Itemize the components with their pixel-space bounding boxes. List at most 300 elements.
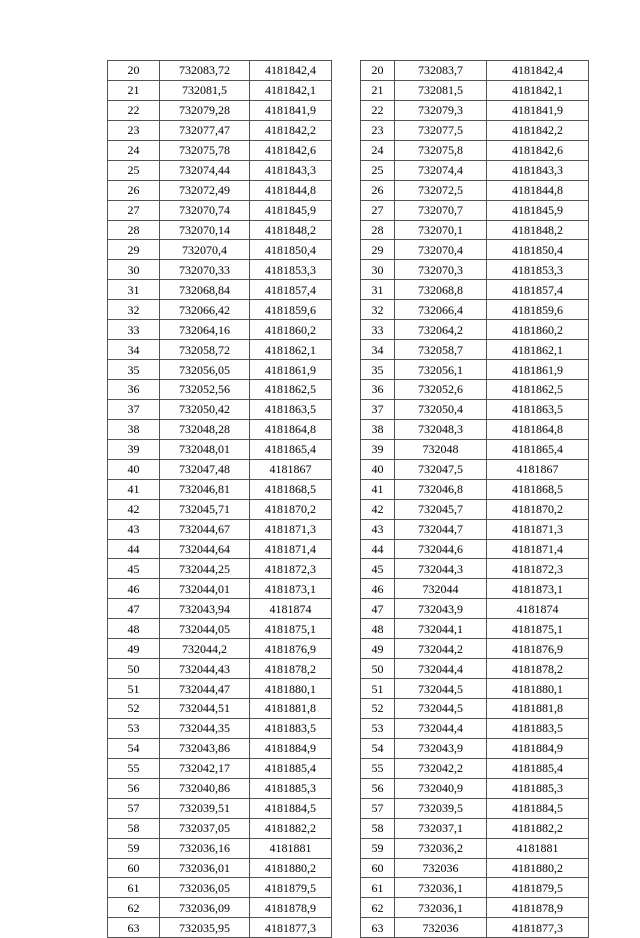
left-coordinate-table: [107, 60, 332, 938]
y-coordinate-cell: 4181878,9: [487, 898, 589, 918]
x-coordinate-cell: 732044,05: [160, 619, 250, 639]
x-coordinate-cell: 732070,33: [160, 260, 250, 280]
point-number-cell: 61: [361, 878, 395, 898]
point-number-cell: 57: [108, 798, 160, 818]
table-row: [361, 519, 589, 539]
point-number-cell: 25: [108, 160, 160, 180]
point-number-cell: 42: [108, 499, 160, 519]
y-coordinate-cell: 4181881,8: [487, 699, 589, 719]
point-number-cell: 53: [108, 718, 160, 738]
point-number-cell: 34: [361, 340, 395, 360]
y-coordinate-cell: 4181881: [487, 838, 589, 858]
y-coordinate-cell: 4181881,8: [250, 699, 332, 719]
point-number-cell: 52: [108, 699, 160, 719]
point-number-cell: 49: [361, 639, 395, 659]
table-row: [361, 200, 589, 220]
table-row: [108, 599, 332, 619]
table-row: [361, 120, 589, 140]
x-coordinate-cell: 732058,72: [160, 340, 250, 360]
y-coordinate-cell: 4181842,1: [250, 80, 332, 100]
x-coordinate-cell: 732047,5: [395, 459, 487, 479]
point-number-cell: 30: [108, 260, 160, 280]
point-number-cell: 32: [108, 300, 160, 320]
y-coordinate-cell: 4181883,5: [250, 718, 332, 738]
point-number-cell: 21: [108, 80, 160, 100]
x-coordinate-cell: 732045,71: [160, 499, 250, 519]
point-number-cell: 47: [361, 599, 395, 619]
y-coordinate-cell: 4181881: [250, 838, 332, 858]
y-coordinate-cell: 4181860,2: [250, 320, 332, 340]
point-number-cell: 35: [108, 360, 160, 380]
point-number-cell: 44: [108, 539, 160, 559]
table-row: [361, 180, 589, 200]
point-number-cell: 62: [108, 898, 160, 918]
y-coordinate-cell: 4181868,5: [487, 479, 589, 499]
point-number-cell: 36: [361, 380, 395, 400]
y-coordinate-cell: 4181876,9: [250, 639, 332, 659]
x-coordinate-cell: 732036: [395, 918, 487, 938]
table-row: [361, 858, 589, 878]
y-coordinate-cell: 4181882,2: [250, 818, 332, 838]
x-coordinate-cell: 732074,44: [160, 160, 250, 180]
point-number-cell: 46: [361, 579, 395, 599]
point-number-cell: 35: [361, 360, 395, 380]
x-coordinate-cell: 732044,3: [395, 559, 487, 579]
y-coordinate-cell: 4181842,2: [250, 120, 332, 140]
table-row: [108, 778, 332, 798]
point-number-cell: 22: [108, 100, 160, 120]
point-number-cell: 51: [108, 679, 160, 699]
table-row: [361, 260, 589, 280]
y-coordinate-cell: 4181873,1: [250, 579, 332, 599]
table-row: [108, 559, 332, 579]
x-coordinate-cell: 732043,94: [160, 599, 250, 619]
table-row: [361, 439, 589, 459]
x-coordinate-cell: 732070,4: [160, 240, 250, 260]
y-coordinate-cell: 4181862,5: [487, 380, 589, 400]
x-coordinate-cell: 732047,48: [160, 459, 250, 479]
point-number-cell: 33: [108, 320, 160, 340]
table-row: [108, 619, 332, 639]
point-number-cell: 26: [108, 180, 160, 200]
point-number-cell: 29: [361, 240, 395, 260]
point-number-cell: 62: [361, 898, 395, 918]
x-coordinate-cell: 732044,47: [160, 679, 250, 699]
x-coordinate-cell: 732044,5: [395, 699, 487, 719]
x-coordinate-cell: 732036,1: [395, 898, 487, 918]
x-coordinate-cell: 732068,8: [395, 280, 487, 300]
y-coordinate-cell: 4181859,6: [250, 300, 332, 320]
x-coordinate-cell: 732056,05: [160, 360, 250, 380]
table-row: [108, 699, 332, 719]
table-row: [108, 200, 332, 220]
y-coordinate-cell: 4181875,1: [487, 619, 589, 639]
y-coordinate-cell: 4181880,2: [250, 858, 332, 878]
y-coordinate-cell: 4181850,4: [487, 240, 589, 260]
table-row: [108, 120, 332, 140]
point-number-cell: 23: [108, 120, 160, 140]
x-coordinate-cell: 732044,43: [160, 659, 250, 679]
point-number-cell: 61: [108, 878, 160, 898]
x-coordinate-cell: 732044,4: [395, 718, 487, 738]
y-coordinate-cell: 4181870,2: [487, 499, 589, 519]
table-row: [108, 360, 332, 380]
x-coordinate-cell: 732036,16: [160, 838, 250, 858]
x-coordinate-cell: 732070,7: [395, 200, 487, 220]
x-coordinate-cell: 732070,14: [160, 220, 250, 240]
x-coordinate-cell: 732072,49: [160, 180, 250, 200]
table-row: [108, 838, 332, 858]
table-row: [361, 878, 589, 898]
x-coordinate-cell: 732079,3: [395, 100, 487, 120]
x-coordinate-cell: 732056,1: [395, 360, 487, 380]
x-coordinate-cell: 732044,2: [395, 639, 487, 659]
point-number-cell: 31: [108, 280, 160, 300]
y-coordinate-cell: 4181842,2: [487, 120, 589, 140]
table-row: [108, 100, 332, 120]
y-coordinate-cell: 4181879,5: [250, 878, 332, 898]
table-row: [361, 679, 589, 699]
x-coordinate-cell: 732037,05: [160, 818, 250, 838]
x-coordinate-cell: 732079,28: [160, 100, 250, 120]
point-number-cell: 32: [361, 300, 395, 320]
y-coordinate-cell: 4181863,5: [487, 399, 589, 419]
y-coordinate-cell: 4181842,6: [250, 140, 332, 160]
table-row: [108, 539, 332, 559]
table-row: [361, 499, 589, 519]
y-coordinate-cell: 4181884,5: [250, 798, 332, 818]
table-row: [108, 300, 332, 320]
x-coordinate-cell: 732066,4: [395, 300, 487, 320]
y-coordinate-cell: 4181842,1: [487, 80, 589, 100]
point-number-cell: 56: [361, 778, 395, 798]
y-coordinate-cell: 4181861,9: [250, 360, 332, 380]
x-coordinate-cell: 732046,8: [395, 479, 487, 499]
table-row: [108, 579, 332, 599]
table-row: [361, 579, 589, 599]
point-number-cell: 29: [108, 240, 160, 260]
point-number-cell: 38: [108, 419, 160, 439]
y-coordinate-cell: 4181867: [250, 459, 332, 479]
x-coordinate-cell: 732043,9: [395, 599, 487, 619]
point-number-cell: 50: [361, 659, 395, 679]
table-row: [108, 858, 332, 878]
y-coordinate-cell: 4181871,3: [250, 519, 332, 539]
point-number-cell: 36: [108, 380, 160, 400]
y-coordinate-cell: 4181848,2: [487, 220, 589, 240]
y-coordinate-cell: 4181842,4: [487, 61, 589, 81]
table-row: [108, 878, 332, 898]
left-table-body: [108, 61, 332, 938]
table-row: [108, 220, 332, 240]
x-coordinate-cell: 732035,95: [160, 918, 250, 938]
x-coordinate-cell: 732036,01: [160, 858, 250, 878]
table-row: [361, 61, 589, 81]
point-number-cell: 57: [361, 798, 395, 818]
table-row: [108, 639, 332, 659]
y-coordinate-cell: 4181882,2: [487, 818, 589, 838]
y-coordinate-cell: 4181880,1: [487, 679, 589, 699]
table-row: [361, 818, 589, 838]
point-number-cell: 39: [108, 439, 160, 459]
table-row: [108, 499, 332, 519]
table-row: [108, 479, 332, 499]
x-coordinate-cell: 732048: [395, 439, 487, 459]
table-row: [361, 738, 589, 758]
point-number-cell: 20: [361, 61, 395, 81]
point-number-cell: 42: [361, 499, 395, 519]
table-row: [108, 718, 332, 738]
y-coordinate-cell: 4181872,3: [250, 559, 332, 579]
point-number-cell: 50: [108, 659, 160, 679]
table-row: [361, 100, 589, 120]
x-coordinate-cell: 732045,7: [395, 499, 487, 519]
x-coordinate-cell: 732075,8: [395, 140, 487, 160]
y-coordinate-cell: 4181871,4: [250, 539, 332, 559]
table-row: [108, 519, 332, 539]
table-row: [108, 439, 332, 459]
y-coordinate-cell: 4181865,4: [250, 439, 332, 459]
table-row: [361, 240, 589, 260]
table-row: [108, 380, 332, 400]
y-coordinate-cell: 4181841,9: [487, 100, 589, 120]
x-coordinate-cell: 732036,09: [160, 898, 250, 918]
point-number-cell: 31: [361, 280, 395, 300]
point-number-cell: 48: [361, 619, 395, 639]
point-number-cell: 22: [361, 100, 395, 120]
y-coordinate-cell: 4181876,9: [487, 639, 589, 659]
point-number-cell: 34: [108, 340, 160, 360]
point-number-cell: 58: [108, 818, 160, 838]
y-coordinate-cell: 4181885,4: [487, 758, 589, 778]
y-coordinate-cell: 4181885,3: [250, 778, 332, 798]
point-number-cell: 38: [361, 419, 395, 439]
y-coordinate-cell: 4181877,3: [250, 918, 332, 938]
table-row: [361, 718, 589, 738]
table-row: [361, 140, 589, 160]
table-row: [361, 599, 589, 619]
point-number-cell: 46: [108, 579, 160, 599]
y-coordinate-cell: 4181860,2: [487, 320, 589, 340]
point-number-cell: 49: [108, 639, 160, 659]
y-coordinate-cell: 4181848,2: [250, 220, 332, 240]
x-coordinate-cell: 732044,67: [160, 519, 250, 539]
x-coordinate-cell: 732044,51: [160, 699, 250, 719]
table-row: [361, 659, 589, 679]
y-coordinate-cell: 4181868,5: [250, 479, 332, 499]
y-coordinate-cell: 4181844,8: [250, 180, 332, 200]
point-number-cell: 55: [361, 758, 395, 778]
x-coordinate-cell: 732044,6: [395, 539, 487, 559]
table-row: [108, 320, 332, 340]
point-number-cell: 54: [361, 738, 395, 758]
x-coordinate-cell: 732036,05: [160, 878, 250, 898]
x-coordinate-cell: 732040,86: [160, 778, 250, 798]
table-row: [361, 399, 589, 419]
x-coordinate-cell: 732052,56: [160, 380, 250, 400]
point-number-cell: 27: [361, 200, 395, 220]
table-row: [361, 300, 589, 320]
x-coordinate-cell: 732039,5: [395, 798, 487, 818]
x-coordinate-cell: 732068,84: [160, 280, 250, 300]
x-coordinate-cell: 732074,4: [395, 160, 487, 180]
y-coordinate-cell: 4181867: [487, 459, 589, 479]
point-number-cell: 48: [108, 619, 160, 639]
point-number-cell: 51: [361, 679, 395, 699]
y-coordinate-cell: 4181878,2: [487, 659, 589, 679]
table-row: [108, 419, 332, 439]
y-coordinate-cell: 4181871,3: [487, 519, 589, 539]
y-coordinate-cell: 4181844,8: [487, 180, 589, 200]
y-coordinate-cell: 4181862,1: [250, 340, 332, 360]
point-number-cell: 63: [108, 918, 160, 938]
y-coordinate-cell: 4181842,6: [487, 140, 589, 160]
x-coordinate-cell: 732081,5: [395, 80, 487, 100]
x-coordinate-cell: 732044,01: [160, 579, 250, 599]
point-number-cell: 40: [108, 459, 160, 479]
point-number-cell: 60: [361, 858, 395, 878]
point-number-cell: 45: [361, 559, 395, 579]
table-row: [361, 539, 589, 559]
x-coordinate-cell: 732083,72: [160, 61, 250, 81]
x-coordinate-cell: 732044,35: [160, 718, 250, 738]
x-coordinate-cell: 732072,5: [395, 180, 487, 200]
y-coordinate-cell: 4181878,9: [250, 898, 332, 918]
y-coordinate-cell: 4181853,3: [250, 260, 332, 280]
point-number-cell: 37: [108, 399, 160, 419]
table-row: [361, 918, 589, 938]
table-row: [361, 699, 589, 719]
point-number-cell: 23: [361, 120, 395, 140]
x-coordinate-cell: 732044,5: [395, 679, 487, 699]
y-coordinate-cell: 4181864,8: [487, 419, 589, 439]
x-coordinate-cell: 732044,64: [160, 539, 250, 559]
y-coordinate-cell: 4181878,2: [250, 659, 332, 679]
x-coordinate-cell: 732052,6: [395, 380, 487, 400]
table-row: [361, 340, 589, 360]
table-row: [361, 459, 589, 479]
y-coordinate-cell: 4181875,1: [250, 619, 332, 639]
y-coordinate-cell: 4181843,3: [250, 160, 332, 180]
table-row: [108, 280, 332, 300]
x-coordinate-cell: 732070,1: [395, 220, 487, 240]
x-coordinate-cell: 732058,7: [395, 340, 487, 360]
table-row: [108, 240, 332, 260]
point-number-cell: 37: [361, 399, 395, 419]
point-number-cell: 27: [108, 200, 160, 220]
table-row: [361, 559, 589, 579]
table-row: [361, 320, 589, 340]
point-number-cell: 25: [361, 160, 395, 180]
x-coordinate-cell: 732040,9: [395, 778, 487, 798]
point-number-cell: 55: [108, 758, 160, 778]
table-row: [108, 140, 332, 160]
y-coordinate-cell: 4181842,4: [250, 61, 332, 81]
y-coordinate-cell: 4181880,1: [250, 679, 332, 699]
right-coordinate-table: [360, 60, 589, 938]
point-number-cell: 59: [361, 838, 395, 858]
x-coordinate-cell: 732036,2: [395, 838, 487, 858]
table-row: [361, 380, 589, 400]
table-row: [108, 918, 332, 938]
table-row: [361, 619, 589, 639]
y-coordinate-cell: 4181857,4: [487, 280, 589, 300]
table-row: [361, 220, 589, 240]
point-number-cell: 33: [361, 320, 395, 340]
x-coordinate-cell: 732044: [395, 579, 487, 599]
table-row: [361, 639, 589, 659]
point-number-cell: 39: [361, 439, 395, 459]
table-row: [108, 898, 332, 918]
y-coordinate-cell: 4181874: [250, 599, 332, 619]
point-number-cell: 26: [361, 180, 395, 200]
point-number-cell: 20: [108, 61, 160, 81]
table-row: [361, 758, 589, 778]
x-coordinate-cell: 732083,7: [395, 61, 487, 81]
y-coordinate-cell: 4181845,9: [487, 200, 589, 220]
x-coordinate-cell: 732036,1: [395, 878, 487, 898]
x-coordinate-cell: 732044,25: [160, 559, 250, 579]
x-coordinate-cell: 732048,01: [160, 439, 250, 459]
point-number-cell: 40: [361, 459, 395, 479]
y-coordinate-cell: 4181865,4: [487, 439, 589, 459]
point-number-cell: 41: [361, 479, 395, 499]
x-coordinate-cell: 732037,1: [395, 818, 487, 838]
table-row: [108, 80, 332, 100]
y-coordinate-cell: 4181863,5: [250, 399, 332, 419]
point-number-cell: 59: [108, 838, 160, 858]
x-coordinate-cell: 732066,42: [160, 300, 250, 320]
y-coordinate-cell: 4181874: [487, 599, 589, 619]
y-coordinate-cell: 4181857,4: [250, 280, 332, 300]
x-coordinate-cell: 732075,78: [160, 140, 250, 160]
point-number-cell: 47: [108, 599, 160, 619]
point-number-cell: 63: [361, 918, 395, 938]
point-number-cell: 30: [361, 260, 395, 280]
x-coordinate-cell: 732042,2: [395, 758, 487, 778]
table-row: [361, 419, 589, 439]
y-coordinate-cell: 4181843,3: [487, 160, 589, 180]
table-row: [108, 798, 332, 818]
x-coordinate-cell: 732070,4: [395, 240, 487, 260]
y-coordinate-cell: 4181841,9: [250, 100, 332, 120]
point-number-cell: 53: [361, 718, 395, 738]
y-coordinate-cell: 4181872,3: [487, 559, 589, 579]
table-row: [361, 160, 589, 180]
point-number-cell: 24: [361, 140, 395, 160]
x-coordinate-cell: 732046,81: [160, 479, 250, 499]
point-number-cell: 43: [361, 519, 395, 539]
y-coordinate-cell: 4181883,5: [487, 718, 589, 738]
y-coordinate-cell: 4181845,9: [250, 200, 332, 220]
point-number-cell: 43: [108, 519, 160, 539]
y-coordinate-cell: 4181870,2: [250, 499, 332, 519]
x-coordinate-cell: 732044,7: [395, 519, 487, 539]
x-coordinate-cell: 732044,2: [160, 639, 250, 659]
x-coordinate-cell: 732050,4: [395, 399, 487, 419]
x-coordinate-cell: 732070,74: [160, 200, 250, 220]
table-row: [108, 818, 332, 838]
table-row: [361, 838, 589, 858]
x-coordinate-cell: 732036: [395, 858, 487, 878]
x-coordinate-cell: 732077,47: [160, 120, 250, 140]
table-row: [108, 399, 332, 419]
x-coordinate-cell: 732064,2: [395, 320, 487, 340]
table-row: [108, 180, 332, 200]
x-coordinate-cell: 732048,28: [160, 419, 250, 439]
x-coordinate-cell: 732039,51: [160, 798, 250, 818]
table-row: [108, 160, 332, 180]
